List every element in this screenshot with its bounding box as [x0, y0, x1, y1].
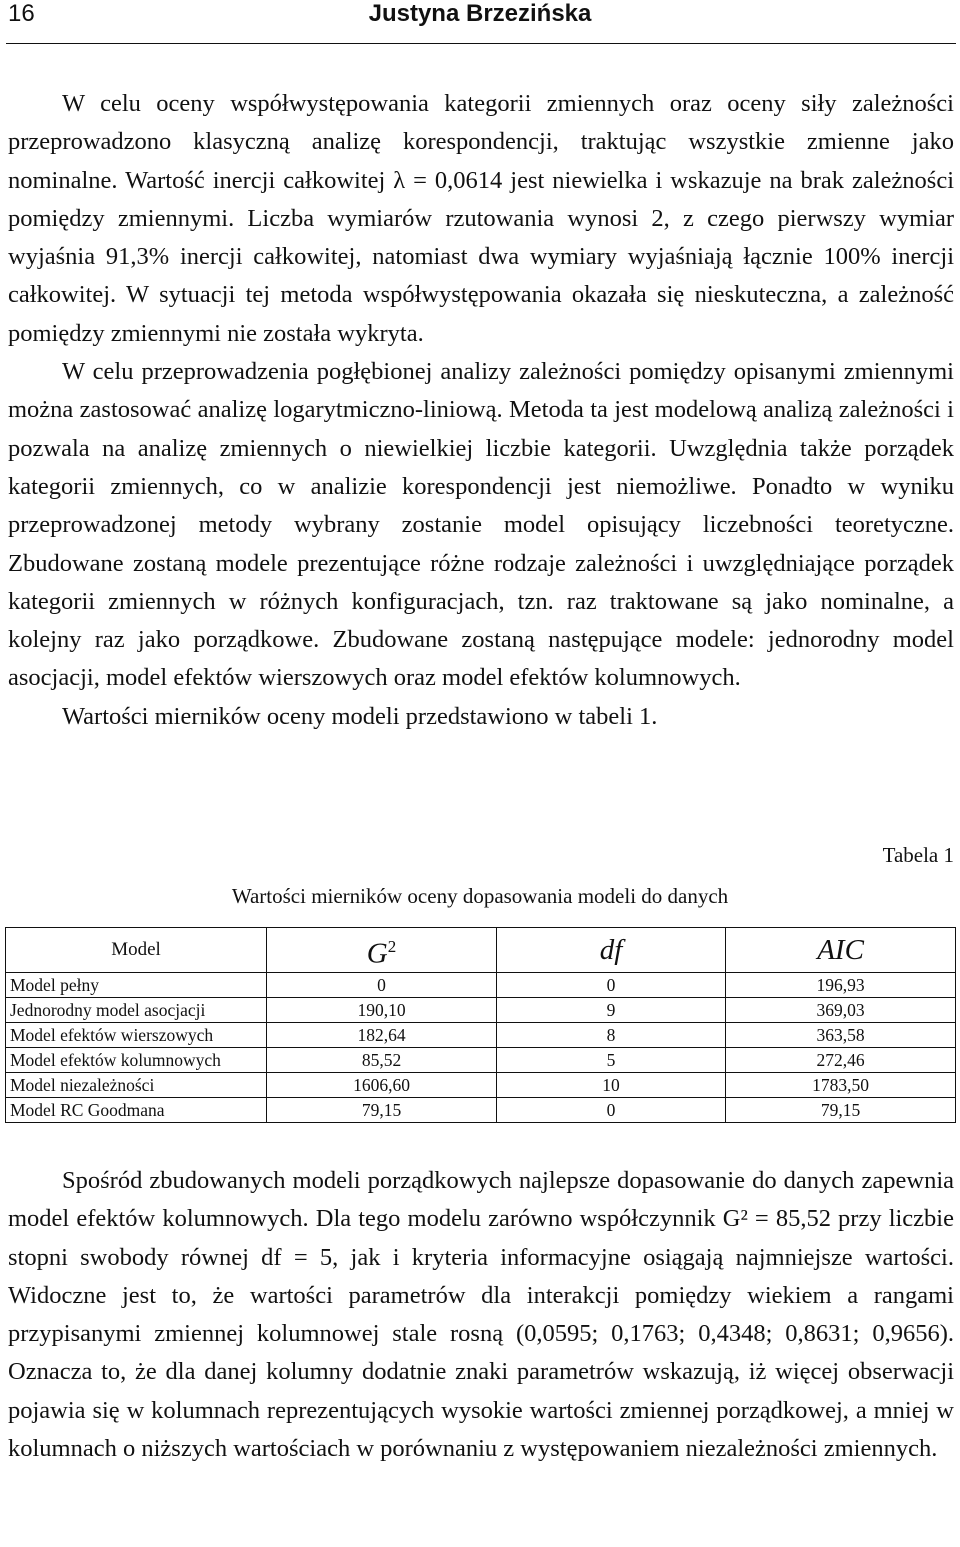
table-row — [6, 1073, 956, 1098]
cell-aic: 272,46 — [726, 1048, 956, 1073]
table-row — [6, 998, 956, 1023]
table-row — [6, 1023, 956, 1048]
page-number: 16 — [8, 0, 35, 27]
cell-g2: 1606,60 — [267, 1073, 497, 1098]
header-rule — [6, 43, 956, 44]
cell-df: 9 — [496, 998, 725, 1023]
cell-df: 10 — [496, 1073, 725, 1098]
cell-model: Model RC Goodmana — [6, 1098, 267, 1123]
cell-g2: 79,15 — [267, 1098, 497, 1123]
table-title: Wartości mierników oceny dopasowania modeli do danych — [231, 884, 729, 908]
cell-aic: 79,15 — [726, 1098, 956, 1123]
cell-model: Model efektów wierszowych — [6, 1023, 267, 1048]
running-head-author: Justyna Brzezińska — [368, 0, 592, 27]
cell-df: 8 — [496, 1023, 725, 1048]
cell-g2: 190,10 — [267, 998, 497, 1023]
header-g2-base: G — [366, 937, 388, 970]
cell-aic: 1783,50 — [726, 1073, 956, 1098]
paragraph: Wartości mierników oceny modeli przedstawiono w tabeli 1. — [62, 702, 658, 730]
cell-model: Jednorodny model asocjacji — [6, 998, 267, 1023]
cell-aic: 196,93 — [726, 973, 956, 998]
header-g2-sup: 2 — [387, 936, 397, 956]
table-label: Tabela 1 — [882, 843, 954, 867]
body-text-bottom — [8, 1162, 954, 1468]
cell-g2: 85,52 — [267, 1048, 497, 1073]
cell-model: Model pełny — [6, 973, 267, 998]
cell-aic: 369,03 — [726, 998, 956, 1023]
table-row — [6, 1098, 956, 1123]
cell-g2: 182,64 — [267, 1023, 497, 1048]
header-g2 — [267, 928, 497, 973]
results-table — [5, 927, 956, 1123]
table-row — [6, 973, 956, 998]
header-df: df — [496, 928, 725, 973]
paragraph: W celu oceny współwystępowania kategorii zmiennych oraz oceny siły zależności przeprowadzono klasyczną analizę korespondencji, traktując wszystkie zmienne jako nominalne. Wartość inercji całkowitej λ = 0,0614 jest niewielka i wskazuje na brak zależności pomiędzy zmiennymi. Liczba wymiarów rzutowania wynosi 2, z czego pierwszy wymiar wyjaśnia 91,3% inercji całkowitej, natomiast dwa wymiary wyjaśniają łącznie 100% inercji całkowitej. W sytuacji tej metoda współwystępowania okazała się nieskuteczna, a zależność pomiędzy zmiennymi nie została wykryta. — [8, 90, 954, 347]
header-aic: AIC — [726, 928, 956, 973]
paragraph: Spośród zbudowanych modeli porządkowych najlepsze dopasowanie do danych zapewnia model efektów kolumnowych. Dla tego modelu zarówno współczynnik G² = 85,52 przy liczbie stopni swobody równej df = 5, jak i kryteria informacyjne osiągają najmniejsze wartości. Widoczne jest to, że wartości parametrów dla interakcji pomiędzy wiekiem a rangami przypisanymi zmiennej kolumnowej stale rosną (0,0595; 0,1763; 0,4348; 0,8631; 0,9656). Oznacza to, że dla danej kolumny dodatnie znaki parametrów wskazują, iż więcej obserwacji pojawia się w kolumnach reprezentujących wysokie wartości zmiennej porządkowej, a mniej w kolumnach o niższych wartościach w porównaniu z występowaniem niezależności zmiennych. — [8, 1167, 954, 1463]
cell-model: Model niezależności — [6, 1073, 267, 1098]
table-header-row — [6, 928, 956, 973]
cell-df: 0 — [496, 1098, 725, 1123]
cell-aic: 363,58 — [726, 1023, 956, 1048]
table-row — [6, 1048, 956, 1073]
cell-model: Model efektów kolumnowych — [6, 1048, 267, 1073]
header-model: Model — [6, 928, 267, 973]
paragraph: W celu przeprowadzenia pogłębionej analizy zależności pomiędzy opisanymi zmiennymi można zastosować analizę logarytmiczno-liniową. Metoda ta jest modelową analizą zależności i pozwala na analizę zmiennych o niewielkiej liczbie kategorii. Uwzględnia także porządek kategorii zmiennych, co w analizie korespondencji jest niemożliwe. Ponadto w wyniku przeprowadzonej metody wybrany zostanie model opisujący liczebności teoretyczne. Zbudowane zostaną modele prezentujące różne rodzaje zależności i uwzględniające porządek kategorii zmiennych w różnych konfiguracjach, tzn. raz traktowane są jako nominalne, a kolejny raz jako porządkowe. Zbudowane zostaną następujące modele: jednorodny model asocjacji, model efektów wierszowych oraz model efektów kolumnowych. — [8, 358, 954, 692]
cell-g2: 0 — [267, 973, 497, 998]
body-text-top — [8, 85, 954, 736]
cell-df: 5 — [496, 1048, 725, 1073]
cell-df: 0 — [496, 973, 725, 998]
page-header — [0, 0, 960, 36]
